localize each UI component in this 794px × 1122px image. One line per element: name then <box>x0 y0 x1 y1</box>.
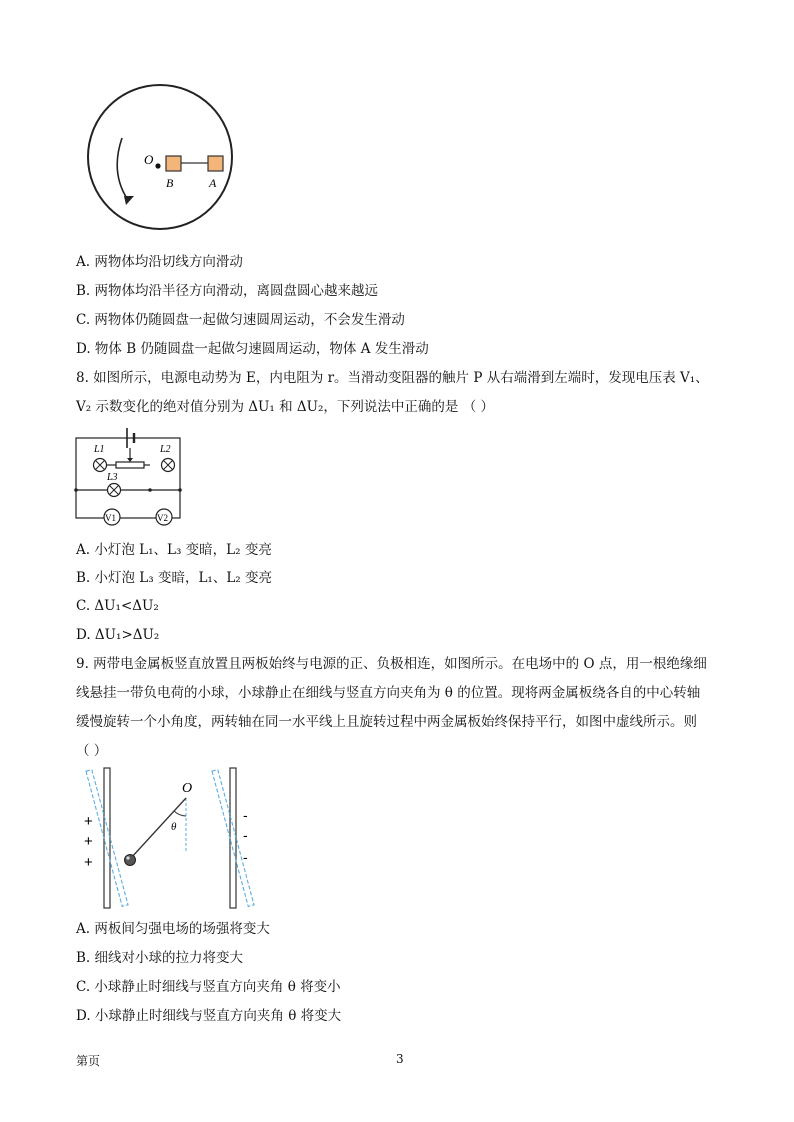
minus-sign: - <box>243 827 248 843</box>
minus-sign: - <box>243 849 248 865</box>
slider-arrowhead-icon <box>127 458 133 462</box>
lamp-l2-icon <box>162 459 175 472</box>
charged-plates-figure <box>80 764 270 910</box>
junction-dot <box>178 488 182 492</box>
q8-stem-line1: 8. 如图所示，电源电动势为 E，内电阻为 r。当滑动变阻器的触片 P 从右端滑到左端时，发现电压表 V₁、 <box>76 370 709 386</box>
voltmeter-v2-label: V2 <box>157 513 168 523</box>
junction-dot <box>148 488 152 492</box>
q8-stem-line2: V₂ 示数变化的绝对值分别为 ΔU₁ 和 ΔU₂，下列说法中正确的是 （ ） <box>76 399 494 415</box>
plus-sign: + <box>84 813 93 830</box>
lamp-l1-label: L1 <box>94 444 105 455</box>
voltmeter-v2-icon <box>156 509 172 525</box>
q9-stem-line3: 缓慢旋转一个小角度，两转轴在同一水平线上且旋转过程中两金属板始终保持平行，如图中虚线所示。则 <box>76 714 697 730</box>
plus-sign: + <box>84 854 93 871</box>
theta-label: θ <box>171 821 177 833</box>
q7-option-a: A. 两物体均沿切线方向滑动 <box>76 254 243 270</box>
thread <box>131 798 186 858</box>
voltmeter-v1-label: V1 <box>105 513 116 523</box>
q8-option-a: A. 小灯泡 L₁、L₃ 变暗，L₂ 变亮 <box>76 542 272 558</box>
point-o-label: O <box>182 781 193 796</box>
block-a <box>208 156 223 171</box>
label-o: O <box>144 152 154 167</box>
rotating-disk-figure <box>82 78 252 230</box>
q8-option-c: C. ΔU₁<ΔU₂ <box>76 598 159 614</box>
q7-option-b: B. 两物体均沿半径方向滑动，离圆盘圆心越来越远 <box>76 283 379 299</box>
q9-stem-line2: 线悬挂一带负电荷的小球，小球静止在细线与竖直方向夹角为 θ 的位置。现将两金属板绕各自的中心转轴 <box>76 685 701 701</box>
rotation-arrowhead-icon <box>124 196 134 205</box>
q8-option-b: B. 小灯泡 L₃ 变暗，L₁、L₂ 变亮 <box>76 570 273 586</box>
label-b: B <box>166 176 174 190</box>
q9-stem-line4: （ ） <box>76 743 108 759</box>
label-a: A <box>209 176 217 190</box>
footer-page-number: 3 <box>396 1052 404 1066</box>
block-b <box>166 156 181 171</box>
center-dot <box>155 163 160 168</box>
rheostat-icon <box>116 462 144 468</box>
q7-option-d: D. 物体 B 仍随圆盘一起做匀速圆周运动，物体 A 发生滑动 <box>76 341 429 357</box>
lamp-l3-label: L3 <box>107 472 118 483</box>
lamp-l1-icon <box>94 459 107 472</box>
q7-option-c: C. 两物体仍随圆盘一起做匀速圆周运动，不会发生滑动 <box>76 312 405 328</box>
voltmeter-v1-icon <box>104 509 120 525</box>
plus-sign: + <box>84 833 93 850</box>
minus-sign: - <box>243 807 248 823</box>
q8-option-d: D. ΔU₁>ΔU₂ <box>76 627 160 643</box>
left-plate <box>104 768 110 908</box>
circuit-figure <box>74 422 186 528</box>
junction-dot <box>74 488 78 492</box>
q9-option-d: D. 小球静止时细线与竖直方向夹角 θ 将变大 <box>76 1008 342 1024</box>
footer-page-label: 第页 <box>76 1054 101 1068</box>
q9-option-b: B. 细线对小球的拉力将变大 <box>76 950 244 966</box>
lamp-l3-icon <box>108 484 121 497</box>
right-plate <box>230 768 236 908</box>
angle-arc <box>174 811 186 816</box>
lamp-l2-label: L2 <box>160 444 171 455</box>
charged-ball <box>125 855 136 866</box>
ball-highlight <box>126 856 129 859</box>
q9-option-a: A. 两板间匀强电场的场强将变大 <box>76 921 270 937</box>
q9-stem-line1: 9. 两带电金属板竖直放置且两板始终与电源的正、负极相连，如图所示。在电场中的 O 点，用一根绝缘细 <box>76 656 707 672</box>
rotation-arrow <box>117 138 128 200</box>
q9-option-c: C. 小球静止时细线与竖直方向夹角 θ 将变小 <box>76 979 341 995</box>
